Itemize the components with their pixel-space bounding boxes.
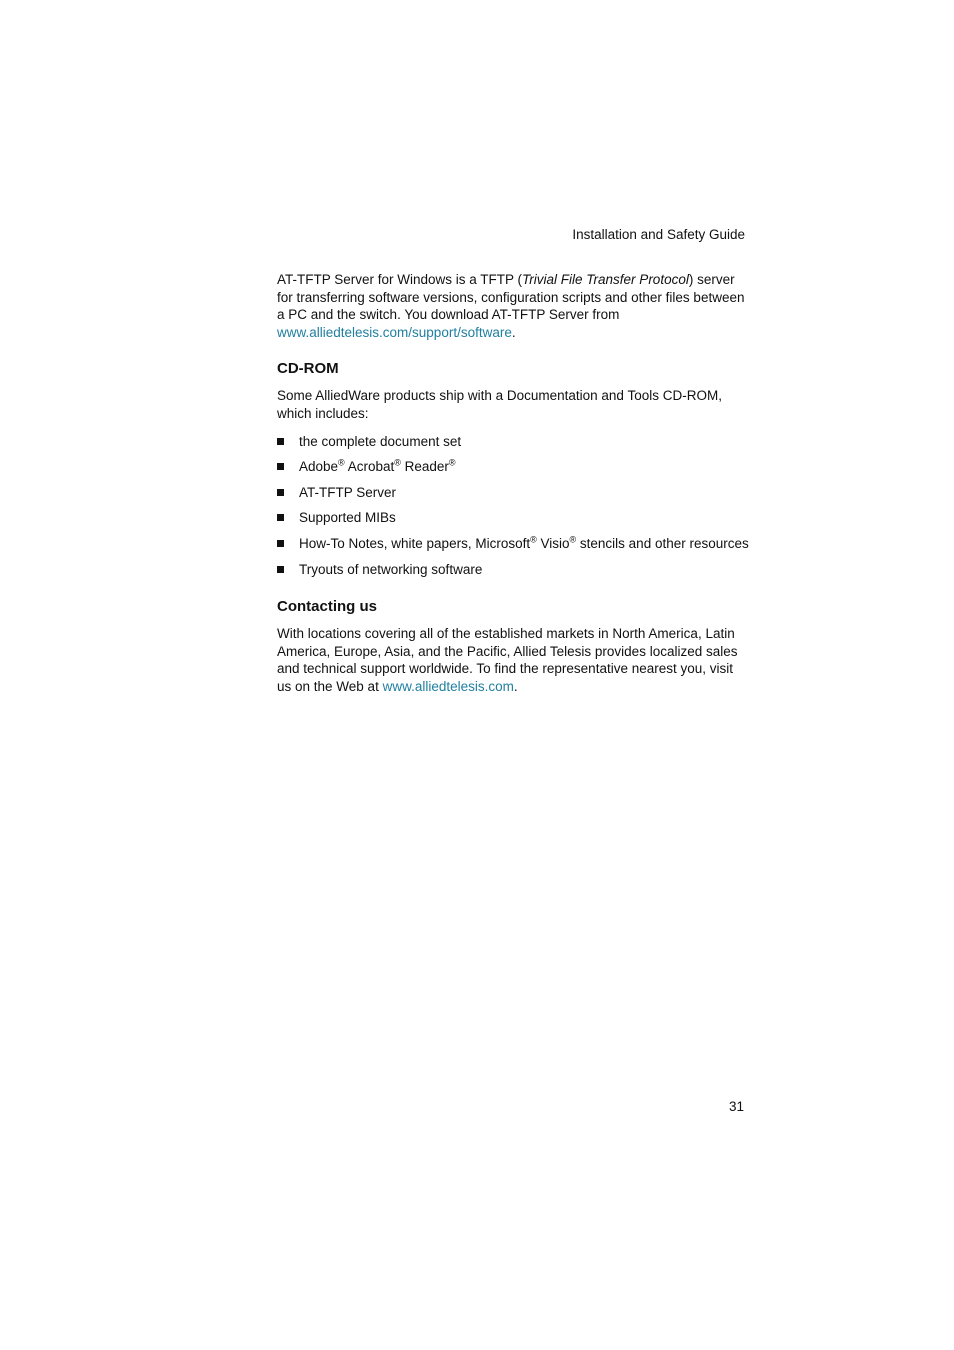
list-item — [277, 458, 749, 476]
item-text: the complete document set — [299, 433, 462, 449]
item-acrobat: Acrobat — [344, 459, 395, 475]
contact-paragraph — [277, 625, 749, 695]
registered-mark: ® — [569, 534, 577, 545]
registered-mark: ® — [338, 457, 345, 468]
running-header: Installation and Safety Guide — [572, 227, 745, 242]
item-visio: Visio — [536, 535, 570, 551]
registered-mark: ® — [530, 534, 537, 545]
registered-mark: ® — [394, 457, 401, 468]
item-text: AT-TFTP Server — [299, 484, 397, 500]
contact-heading: Contacting us — [277, 598, 377, 616]
bullet-icon — [277, 438, 284, 445]
cdrom-heading: CD-ROM — [277, 360, 339, 378]
bullet-icon — [277, 463, 284, 470]
list-item — [277, 433, 749, 451]
intro-period: . — [511, 324, 516, 340]
bullet-icon — [277, 514, 284, 521]
contact-period: . — [513, 678, 518, 694]
bullet-icon — [277, 540, 284, 547]
registered-mark: ® — [448, 457, 456, 468]
list-item — [277, 561, 749, 579]
item-text: Supported MIBs — [299, 510, 396, 526]
list-item — [277, 535, 749, 553]
page-number: 31 — [728, 1099, 744, 1114]
website-link[interactable]: www.alliedtelesis.com — [382, 678, 514, 694]
bullet-icon — [277, 566, 284, 573]
item-howto-end: stencils and other resources — [576, 535, 749, 551]
tftp-expansion: Trivial File Transfer Protocol — [522, 272, 689, 287]
contact-text: With locations covering all of the established markets in North America, Latin America, Europe, Asia, and the Pacific, Allied Telesis provides localized sales and technical support worldwide. To find the representative nearest you, visit us on the Web at — [277, 626, 738, 694]
page-content — [277, 271, 749, 696]
software-link[interactable]: www.alliedtelesis.com/support/software — [277, 324, 512, 340]
item-reader: Reader — [400, 459, 449, 475]
cdrom-contents-list — [277, 433, 749, 579]
cdrom-description: Some AlliedWare products ship with a Documentation and Tools CD-ROM, which includes: — [277, 388, 722, 421]
item-text: Tryouts of networking software — [299, 561, 483, 577]
bullet-icon — [277, 489, 284, 496]
intro-text-1: AT-TFTP Server for Windows is a TFTP ( — [277, 272, 523, 287]
intro-paragraph — [277, 271, 749, 341]
intro-text-2: ) server for transferring software versions, configuration scripts and other files between a PC and the switch. You download AT-TFTP Server from — [277, 272, 745, 323]
list-item — [277, 484, 749, 502]
list-item — [277, 509, 749, 527]
item-howto: How-To Notes, white papers, Microsoft — [299, 535, 531, 551]
item-adobe: Adobe — [299, 459, 339, 475]
